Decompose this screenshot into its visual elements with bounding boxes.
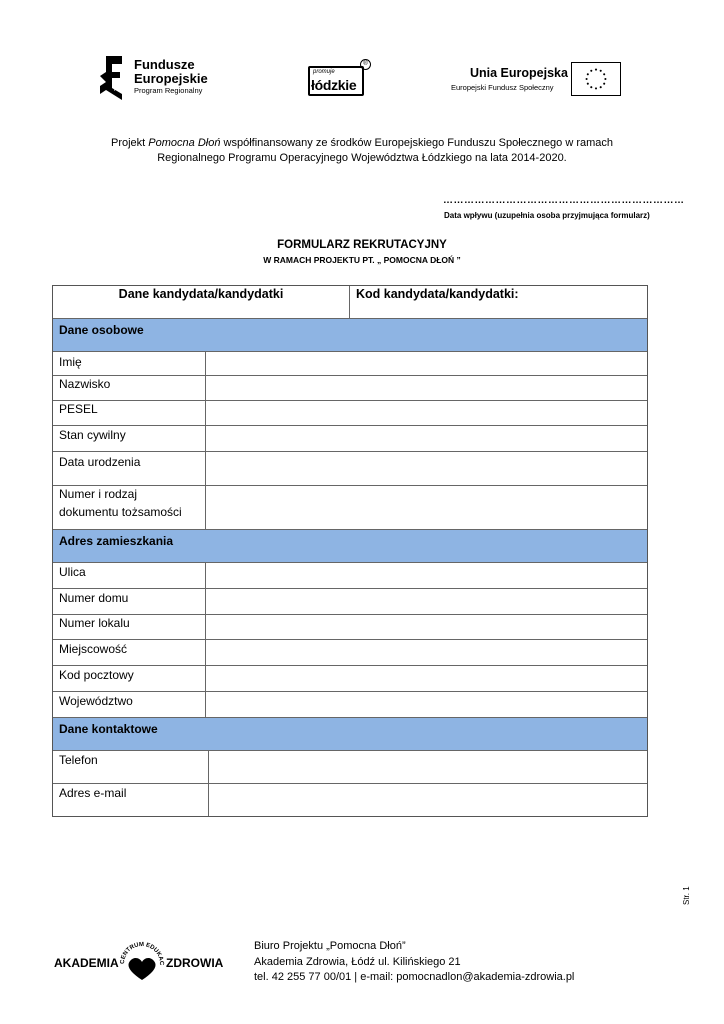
lodzkie-logo-small: promuje	[313, 69, 335, 75]
section-address-label: Adres zamieszkania	[59, 534, 174, 548]
label-kod-pocztowy: Kod pocztowy	[59, 668, 134, 682]
fundusze-europejskie-text	[134, 58, 208, 95]
fe-line3: Program Regionalny	[134, 86, 203, 96]
page-number: Str. 1	[682, 886, 691, 905]
input-numer-lokalu[interactable]	[206, 615, 647, 638]
input-imie[interactable]	[206, 352, 647, 374]
section-contact	[53, 718, 647, 750]
label-wojewodztwo: Województwo	[59, 694, 133, 708]
project-name: Pomocna Dłoń	[148, 137, 221, 149]
footer-contact	[254, 939, 574, 986]
eu-flag-icon	[571, 62, 621, 96]
project-prefix: Projekt	[111, 137, 149, 149]
form-title: FORMULARZ REKRUTACYJNY	[277, 239, 447, 251]
label-data-urodzenia: Data urodzenia	[59, 455, 141, 469]
recruitment-form-table	[52, 285, 648, 817]
footer-line2: Akademia Zdrowia, Łódź ul. Kilińskiego 21	[254, 955, 461, 968]
label-ulica: Ulica	[59, 565, 86, 579]
input-nazwisko[interactable]	[206, 376, 647, 399]
label-nazwisko: Nazwisko	[59, 377, 111, 391]
section-personal-label: Dane osobowe	[59, 323, 144, 337]
label-email: Adres e-mail	[59, 786, 127, 800]
label-pesel: PESEL	[59, 402, 98, 416]
section-contact-label: Dane kontaktowe	[59, 722, 158, 736]
input-kod-pocztowy[interactable]	[206, 666, 647, 690]
project-line1: współfinansowany ze środków Europejskiego Funduszu Społecznego w ramach	[220, 137, 613, 149]
form-subtitle: W RAMACH PROJEKTU PT. „ POMOCNA DŁOŃ ”	[263, 255, 461, 265]
input-ulica[interactable]	[206, 563, 647, 587]
label-numer-lokalu: Numer lokalu	[59, 616, 130, 630]
label-dokument-1: Numer i rodzaj	[59, 487, 138, 501]
input-data-urodzenia[interactable]	[206, 452, 647, 484]
project-line2: Regionalnego Programu Operacyjnego Województwa Łódzkiego na lata 2014-2020.	[157, 152, 567, 164]
input-stan-cywilny[interactable]	[206, 426, 647, 450]
project-description	[60, 136, 664, 166]
candidate-code-header: Kod kandydata/kandydatki:	[356, 287, 519, 301]
label-telefon: Telefon	[59, 753, 98, 767]
input-telefon[interactable]	[209, 751, 647, 782]
logo-arc-text: CENTRUM EDUKAC	[119, 941, 165, 966]
input-miejscowosc[interactable]	[206, 640, 647, 664]
footer-line1: Biuro Projektu „Pomocna Dłoń”	[254, 940, 406, 952]
ue-subtitle: Europejski Fundusz Społeczny	[451, 83, 554, 92]
logo-right-text: ZDROWIA	[166, 956, 224, 970]
header-divider	[349, 286, 350, 319]
label-imie: Imię	[59, 355, 82, 369]
input-dokument[interactable]	[206, 486, 647, 528]
footer-line3: tel. 42 255 77 00/01 | e-mail: pomocnadlon@akademia-zdrowia.pl	[254, 971, 575, 983]
label-dokument-2: dokumentu tożsamości	[59, 505, 182, 519]
label-numer-domu: Numer domu	[59, 591, 129, 605]
candidate-code-input[interactable]	[523, 288, 643, 316]
section-personal	[53, 319, 647, 351]
input-email[interactable]	[209, 784, 647, 815]
input-wojewodztwo[interactable]	[206, 692, 647, 716]
lodzkie-logo-big: łódzkie	[311, 77, 357, 93]
ue-title: Unia Europejska	[470, 66, 568, 80]
section-address	[53, 530, 647, 562]
fe-line1: Fundusze	[134, 57, 195, 72]
fe-line2: Europejskie	[134, 70, 208, 86]
date-received-label: Data wpływu (uzupełnia osoba przyjmująca formularz)	[444, 211, 650, 220]
input-numer-domu[interactable]	[206, 589, 647, 613]
date-received-dots[interactable]: ……………………………………………………………	[443, 195, 685, 206]
logo-left-text: AKADEMIA	[54, 956, 119, 970]
candidate-data-header: Dane kandydata/kandydatki	[118, 287, 284, 301]
input-pesel[interactable]	[206, 401, 647, 424]
akademia-zdrowia-logo	[54, 940, 232, 984]
label-miejscowosc: Miejscowość	[59, 642, 128, 656]
registered-mark: ®	[360, 59, 371, 70]
label-stan-cywilny: Stan cywilny	[59, 428, 126, 442]
